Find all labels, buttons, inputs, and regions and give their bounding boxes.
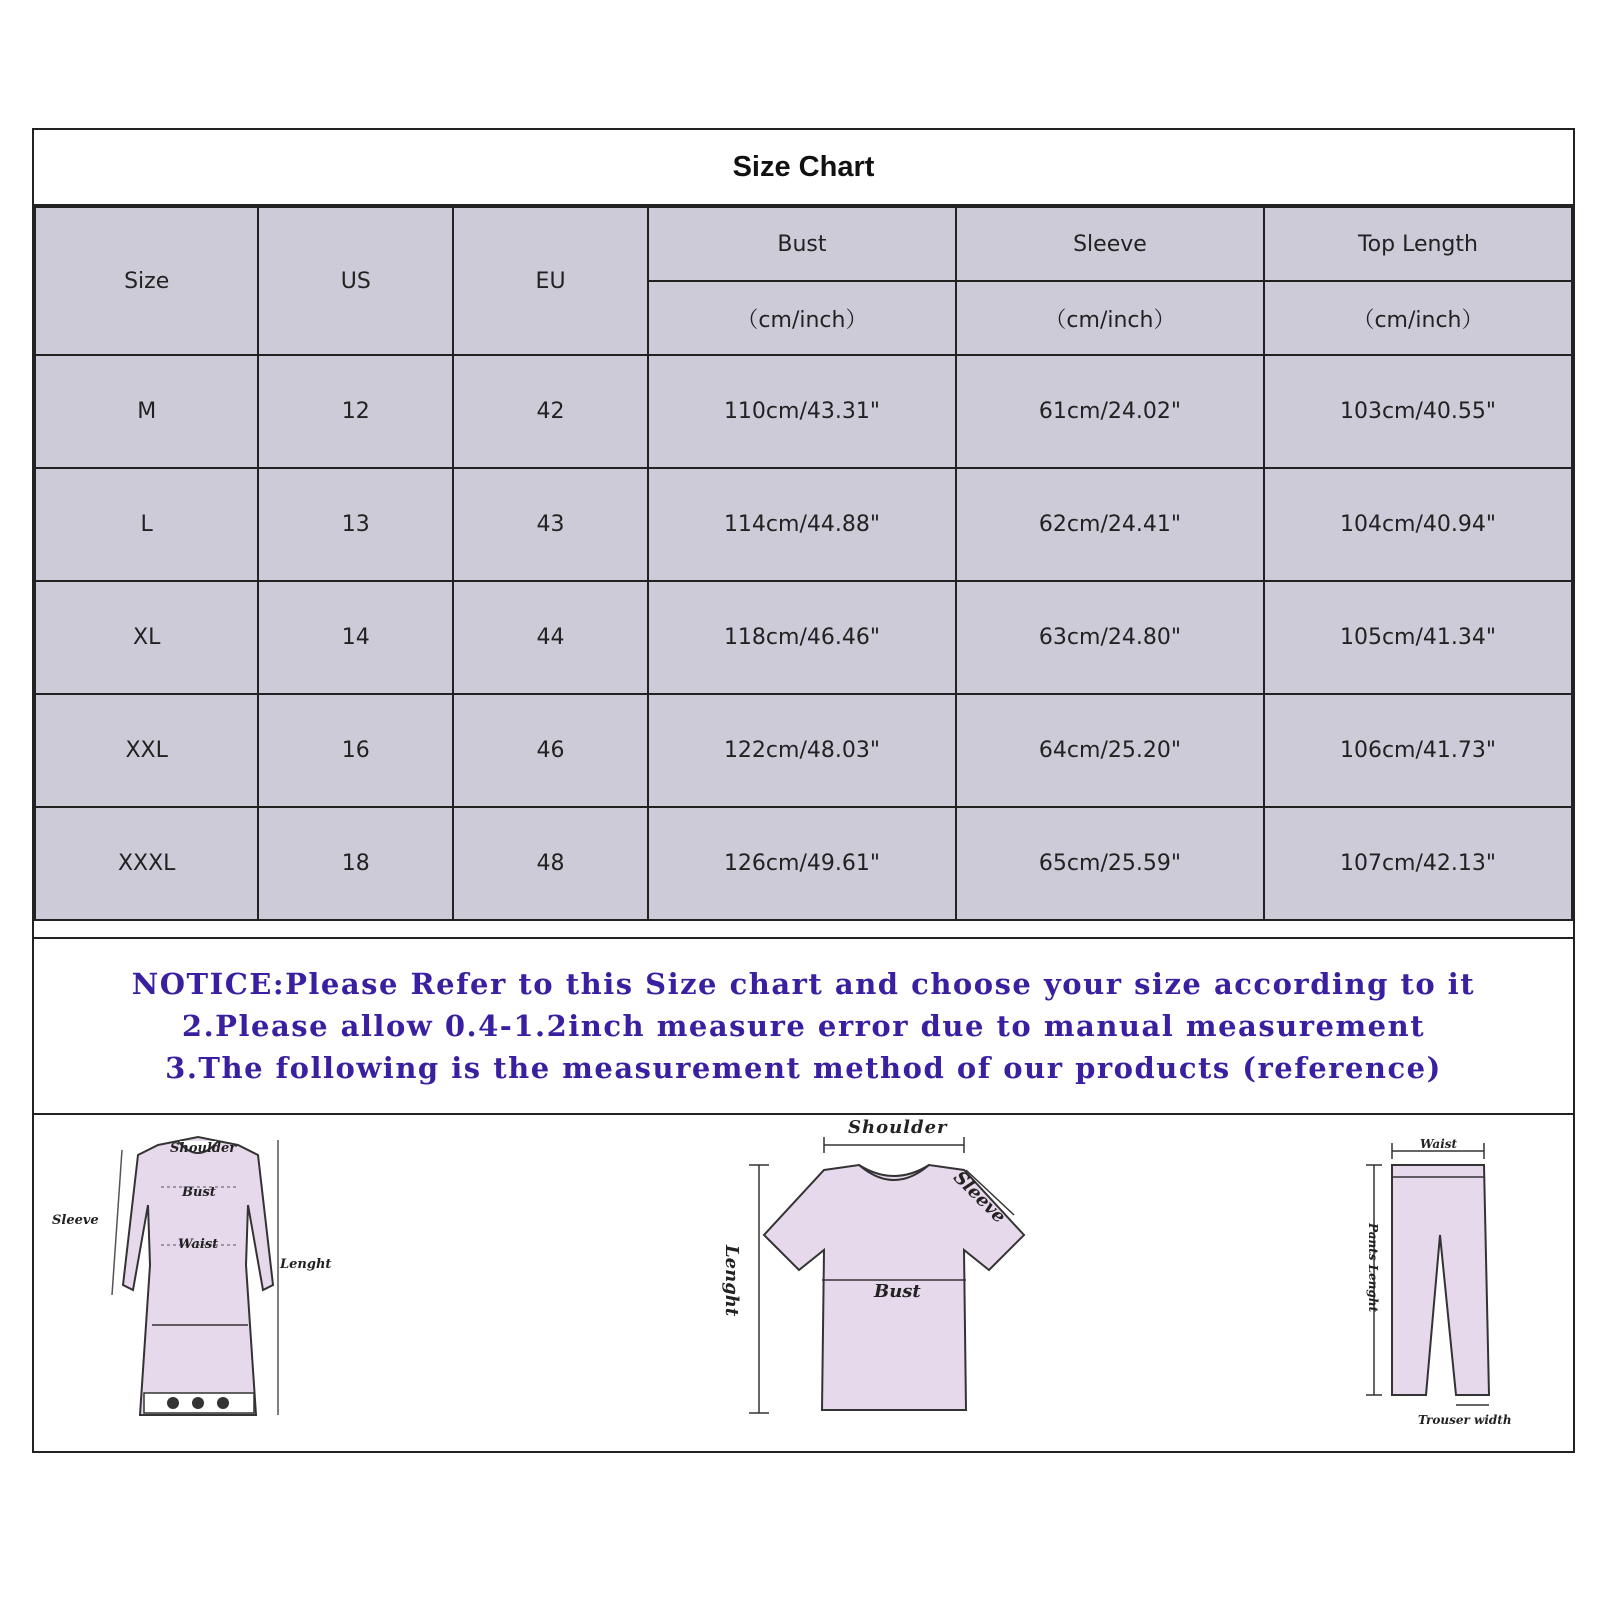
tshirt-diagram (694, 1115, 1034, 1435)
cell-eu: 44 (453, 581, 648, 694)
unit-sleeve: （cm/inch） (956, 281, 1264, 355)
unit-bust: （cm/inch） (648, 281, 956, 355)
tshirt-bust-label: Bust (874, 1281, 921, 1302)
dress-length-label: Lenght (280, 1257, 332, 1272)
cell-top-length: 106cm/41.73" (1264, 694, 1572, 807)
tshirt-sleeve-label: Sleeve (949, 1167, 1010, 1228)
cell-us: 14 (258, 581, 453, 694)
table-row (35, 694, 1572, 807)
dress-waist-label: Waist (178, 1237, 219, 1252)
notice-line-2: 2.Please allow 0.4-1.2inch measure error due to manual measurement (181, 1009, 1426, 1043)
dress-illustration (48, 1115, 348, 1435)
pants-trouser-width-label: Trouser width (1418, 1413, 1512, 1427)
dress-diagram (48, 1115, 348, 1435)
dress-bust-label: Bust (182, 1185, 216, 1200)
cell-bust: 114cm/44.88" (648, 468, 956, 581)
tshirt-illustration (694, 1115, 1034, 1435)
notice-box (34, 937, 1573, 1115)
unit-top-length: （cm/inch） (1264, 281, 1572, 355)
cell-bust: 122cm/48.03" (648, 694, 956, 807)
pants-waist-label: Waist (1420, 1137, 1458, 1151)
notice-line-3: 3.The following is the measurement method of our products (reference) (165, 1051, 1442, 1085)
cell-size: XXXL (35, 807, 258, 920)
cell-sleeve: 61cm/24.02" (956, 355, 1264, 468)
table-row (35, 355, 1572, 468)
cell-size: M (35, 355, 258, 468)
cell-size: XL (35, 581, 258, 694)
measurement-figures (34, 1115, 1573, 1451)
tshirt-shoulder-label: Shoulder (848, 1117, 948, 1138)
tshirt-length-label: Lenght (721, 1245, 742, 1317)
cell-sleeve: 62cm/24.41" (956, 468, 1264, 581)
header-us: US (258, 207, 453, 355)
cell-bust: 126cm/49.61" (648, 807, 956, 920)
table-row (35, 468, 1572, 581)
cell-us: 13 (258, 468, 453, 581)
size-table (34, 206, 1573, 921)
header-top-length: Top Length (1264, 207, 1572, 281)
cell-us: 12 (258, 355, 453, 468)
size-chart-sheet (32, 128, 1575, 1453)
chart-title: Size Chart (34, 130, 1573, 206)
cell-sleeve: 64cm/25.20" (956, 694, 1264, 807)
cell-eu: 43 (453, 468, 648, 581)
cell-eu: 42 (453, 355, 648, 468)
header-eu: EU (453, 207, 648, 355)
dress-shoulder-label: Shoulder (170, 1141, 237, 1156)
cell-top-length: 103cm/40.55" (1264, 355, 1572, 468)
cell-size: L (35, 468, 258, 581)
cell-bust: 118cm/46.46" (648, 581, 956, 694)
cell-eu: 46 (453, 694, 648, 807)
cell-top-length: 107cm/42.13" (1264, 807, 1572, 920)
cell-bust: 110cm/43.31" (648, 355, 956, 468)
table-row (35, 807, 1572, 920)
cell-top-length: 105cm/41.34" (1264, 581, 1572, 694)
cell-us: 18 (258, 807, 453, 920)
header-sleeve: Sleeve (956, 207, 1264, 281)
cell-top-length: 104cm/40.94" (1264, 468, 1572, 581)
cell-sleeve: 63cm/24.80" (956, 581, 1264, 694)
header-size: Size (35, 207, 258, 355)
cell-us: 16 (258, 694, 453, 807)
pants-length-label: Pants Lenght (1366, 1223, 1380, 1313)
table-row (35, 581, 1572, 694)
pants-diagram (1344, 1115, 1544, 1435)
notice-line-1: NOTICE:Please Refer to this Size chart and choose your size according to it (131, 967, 1476, 1001)
header-bust: Bust (648, 207, 956, 281)
dress-sleeve-label: Sleeve (52, 1213, 99, 1228)
cell-size: XXL (35, 694, 258, 807)
cell-eu: 48 (453, 807, 648, 920)
cell-sleeve: 65cm/25.59" (956, 807, 1264, 920)
